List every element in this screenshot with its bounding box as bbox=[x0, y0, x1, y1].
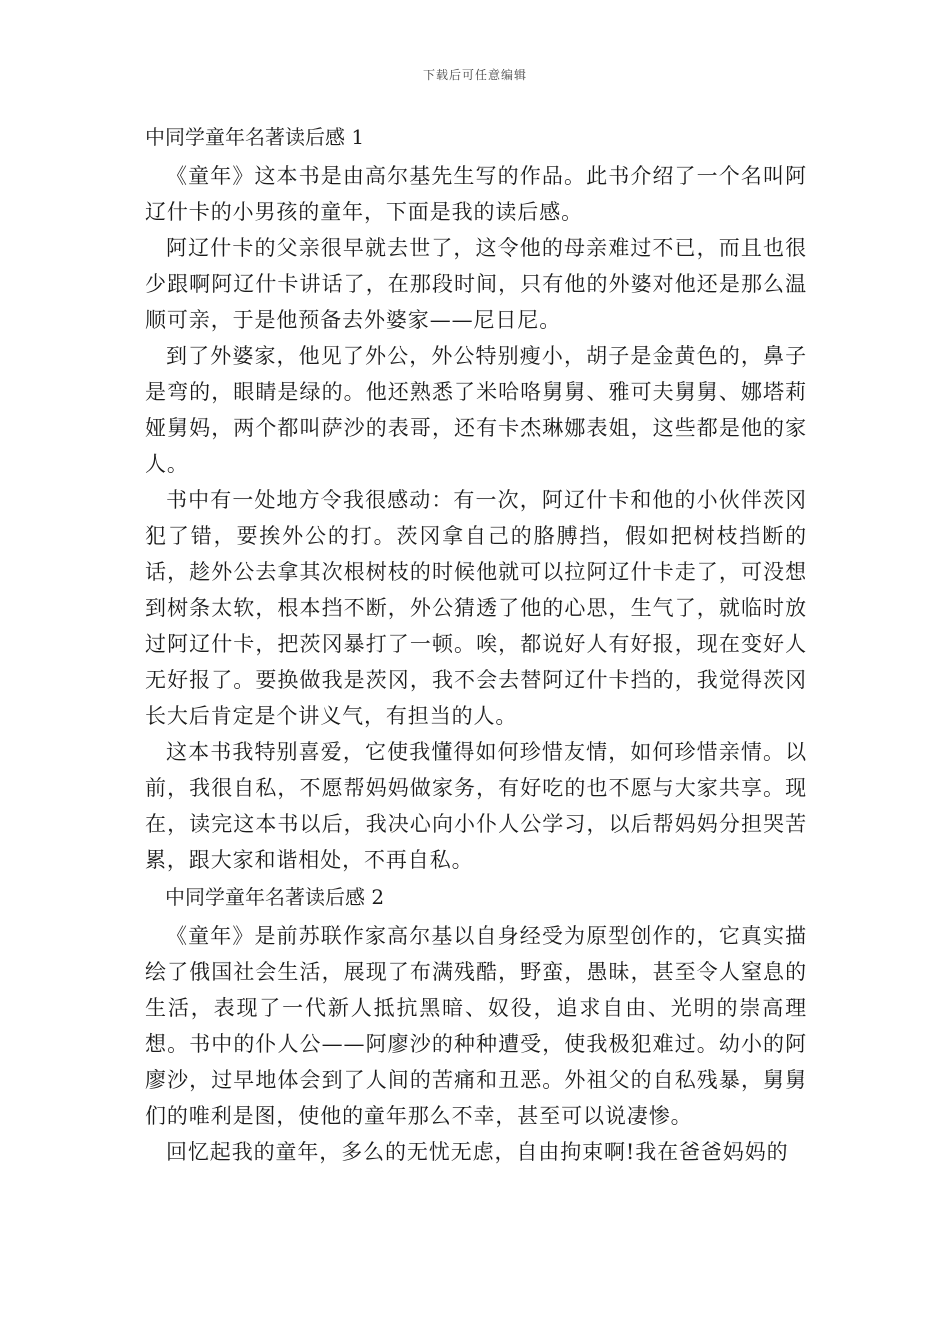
paragraph: 《童年》是前苏联作家高尔基以自身经受为原型创作的，它真实描绘了俄国社会生活，展现了布满残酷，野蛮，愚昧，甚至令人窒息的生活，表现了一代新人抵抗黑暗、奴役，追求自由、光明的崇高理想。书中的仆人公——阿廖沙的种种遭受，使我极犯难过。幼小的阿廖沙，过早地体会到了人间的苦痛和丑恶。外祖父的自私残暴，舅舅们的唯利是图，使他的童年那么不幸，甚至可以说凄惨。 bbox=[145, 924, 807, 1128]
header-note: 下载后可任意编辑 bbox=[422, 68, 527, 82]
document-body bbox=[145, 118, 807, 1170]
paragraph: 到了外婆家，他见了外公，外公特别瘦小，胡子是金黄色的，鼻子是弯的，眼睛是绿的。他还熟悉了米哈咯舅舅、雅可夫舅舅、娜塔莉娅舅妈，两个都叫萨沙的表哥，还有卡杰琳娜表姐，这些都是他的家人。 bbox=[145, 344, 807, 476]
paragraph: 这本书我特别喜爱，它使我懂得如何珍惜友情，如何珍惜亲情。以前，我很自私，不愿帮妈妈做家务，有好吃的也不愿与大家共享。现在，读完这本书以后，我决心向小仆人公学习，以后帮妈妈分担哭苦累，跟大家和谐相处，不再自私。 bbox=[145, 740, 807, 872]
section-title: 中同学童年名著读后感 1 bbox=[145, 125, 365, 149]
paragraph: 阿辽什卡的父亲很早就去世了，这令他的母亲难过不已，而且也很少跟啊阿辽什卡讲话了，在那段时间，只有他的外婆对他还是那么温顺可亲，于是他预备去外婆家——尼日尼。 bbox=[145, 236, 807, 332]
section-title: 中同学童年名著读后感 2 bbox=[165, 885, 385, 909]
paragraph: 回忆起我的童年，多么的无忧无虑，自由拘束啊!我在爸爸妈妈的 bbox=[166, 1140, 789, 1164]
paragraph: 书中有一处地方令我很感动：有一次，阿辽什卡和他的小伙伴茨冈犯了错，要挨外公的打。茨冈拿自己的胳膊挡，假如把树枝挡断的话，趁外公去拿其次根树枝的时候他就可以拉阿辽什卡走了，可没想到树条太软，根本挡不断，外公猜透了他的心思，生气了，就临时放过阿辽什卡，把茨冈暴打了一顿。唉，都说好人有好报，现在变好人无好报了。要换做我是茨冈，我不会去替阿辽什卡挡的，我觉得茨冈长大后肯定是个讲义气，有担当的人。 bbox=[145, 488, 807, 728]
paragraph: 《童年》这本书是由高尔基先生写的作品。此书介绍了一个名叫阿辽什卡的小男孩的童年，下面是我的读后感。 bbox=[145, 164, 807, 224]
